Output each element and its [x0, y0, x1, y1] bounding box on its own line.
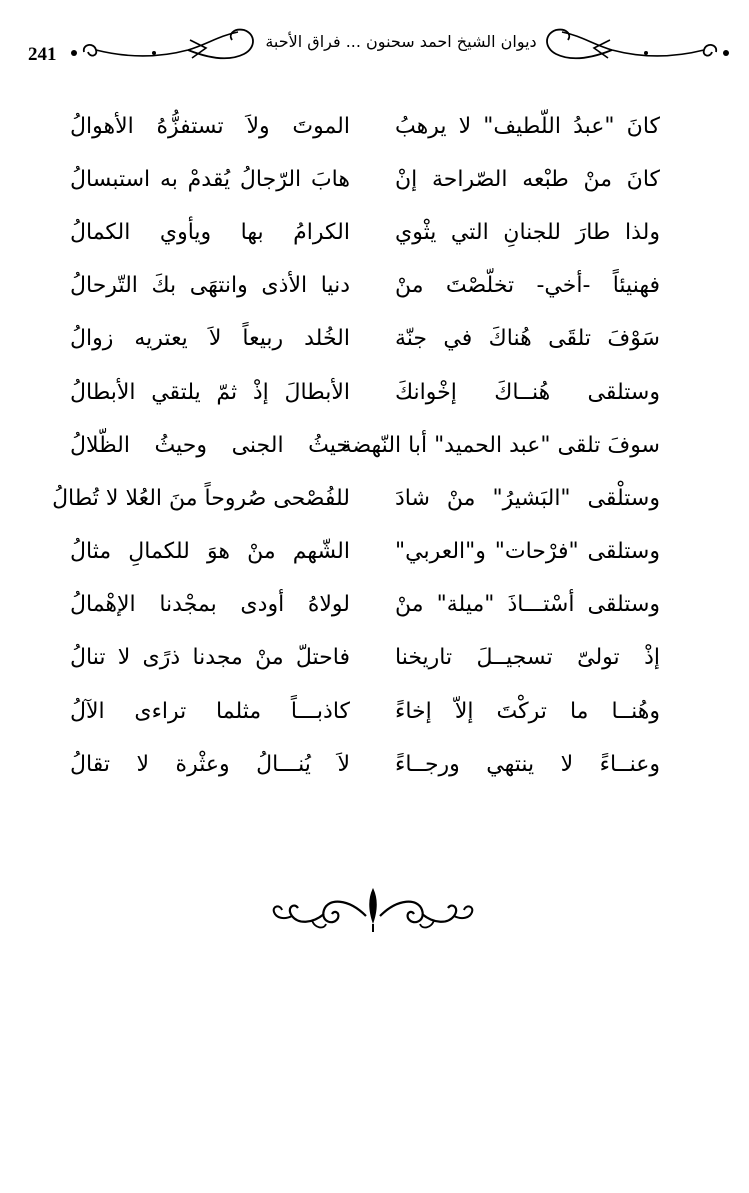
verse-second-hemistich: لاَ يُنـــالُ وعثْرة لا تقالُ	[70, 751, 350, 777]
end-vine-ornament-icon	[268, 880, 478, 940]
page-number: 241	[28, 44, 57, 65]
verse-first-hemistich: وستلقى "فرْحات" و"العربي"	[395, 539, 660, 565]
verse-line	[70, 313, 660, 366]
verse-second-hemistich: كاذبـــاً مثلما تراءى الآلُ	[70, 698, 350, 724]
verse-second-hemistich: حيثُ الجنى وحيثُ الظّلالُ	[70, 432, 350, 458]
verse-first-hemistich: سَوْفَ تلقَى هُناكَ في جنّة	[395, 326, 660, 352]
verse-second-hemistich: الكرامُ بها ويأوي الكمالُ	[70, 219, 350, 245]
verse-first-hemistich: سوفَ تلقى "عبد الحميد" أبا النّهضة	[340, 432, 660, 458]
verse-first-hemistich: فهنيئاً -أخي- تخلّصْتَ منْ	[395, 273, 660, 299]
header-right-flourish-icon	[540, 18, 732, 78]
poem-body	[52, 100, 660, 791]
verse-line	[70, 100, 660, 153]
verse-line	[70, 419, 660, 472]
verse-line	[70, 153, 660, 206]
verse-line	[70, 632, 660, 685]
verse-first-hemistich: وعنــاءً لا ينتهي ورجــاءً	[395, 751, 660, 777]
verse-second-hemistich: للفُصْحى صُروحاً منَ العُلا لا تُطالُ	[52, 485, 350, 511]
verse-line	[70, 685, 660, 738]
verse-first-hemistich: إذْ تولىّ تسجيــلَ تاريخنا	[395, 645, 660, 671]
header-left-flourish-icon	[68, 18, 260, 78]
running-header-title: ديوان الشيخ احمد سحنون ... فراق الأحبة	[265, 32, 537, 51]
verse-first-hemistich: وهُنــا ما تركْتَ إلاّ إخاءً	[395, 698, 660, 724]
page-header	[0, 18, 749, 78]
verse-second-hemistich: الخُلد ربيعاً لاَ يعتريه زوالُ	[70, 326, 350, 352]
verse-second-hemistich: لولاهُ أودى بمجْدنا الإهْمالُ	[70, 592, 350, 618]
verse-line	[70, 366, 660, 419]
verse-line	[70, 579, 660, 632]
verse-first-hemistich: كانَ منْ طبْعه الصّراحة إنْ	[395, 166, 660, 192]
verse-line	[70, 206, 660, 259]
verse-first-hemistich: وستلْقى "البَشيرُ" منْ شادَ	[395, 485, 660, 511]
verse-line	[70, 260, 660, 313]
verse-second-hemistich: الموتَ ولاَ تستفزُّهُ الأهوالُ	[70, 113, 350, 139]
verse-first-hemistich: وستلقى أسْتـــاذَ "ميلة" منْ	[395, 592, 660, 618]
verse-second-hemistich: الأبطالَ إذْ ثمّ يلتقي الأبطالُ	[70, 379, 350, 405]
verse-second-hemistich: فاحتلّ منْ مجدنا ذرًى لا تنالُ	[70, 645, 350, 671]
verse-second-hemistich: هابَ الرّجالُ يُقدمْ به استبسالُ	[70, 166, 350, 192]
verse-line	[70, 738, 660, 791]
verse-first-hemistich: كانَ "عبدُ اللّطيف" لا يرهبُ	[395, 113, 660, 139]
verse-second-hemistich: الشّهم منْ هوَ للكمالِ مثالُ	[70, 539, 350, 565]
verse-first-hemistich: ولذا طارَ للجنانِ التي يثْوي	[395, 219, 660, 245]
verse-line	[52, 472, 660, 525]
verse-second-hemistich: دنيا الأذى وانتهَى بكَ التّرحالُ	[70, 273, 350, 299]
verse-first-hemistich: وستلقى هُنــاكَ إخْوانكَ	[395, 379, 660, 405]
verse-line	[70, 526, 660, 579]
